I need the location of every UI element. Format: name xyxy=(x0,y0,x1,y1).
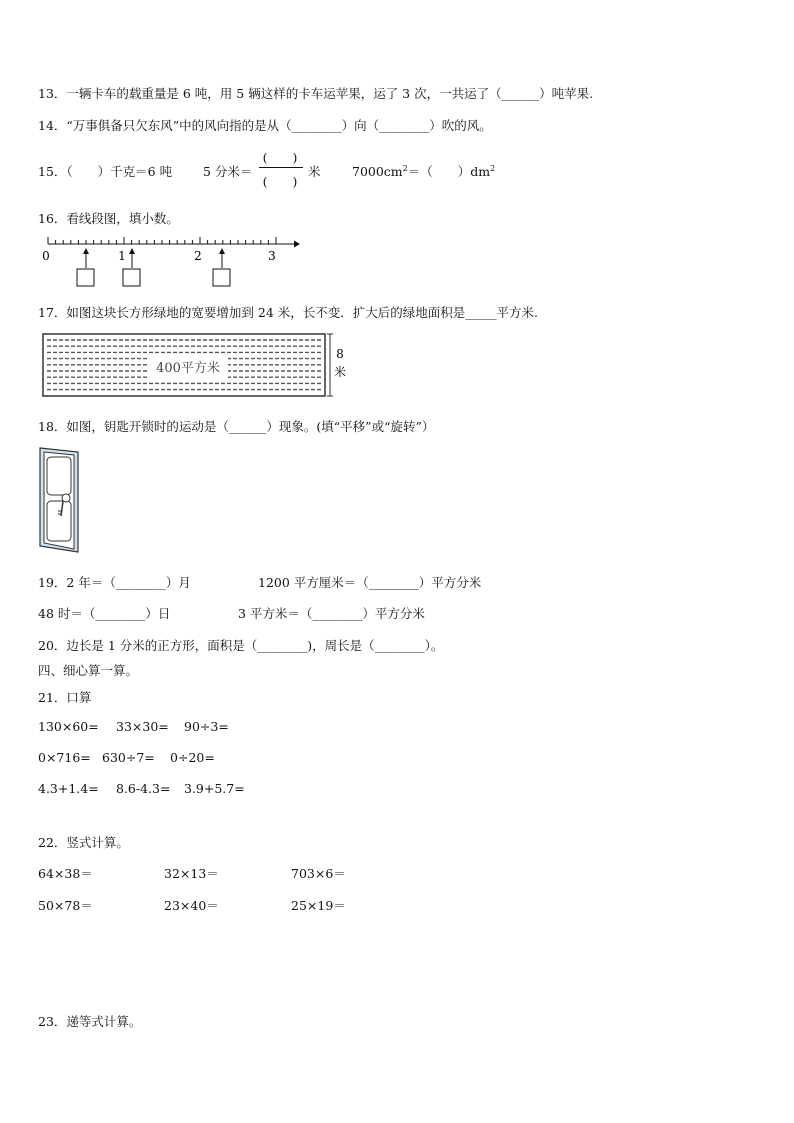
oral-calc-1-1: 130×60= xyxy=(38,719,99,734)
oral-calc-1-3: 90÷3= xyxy=(184,719,229,734)
question-17: 17．如图这块长方形绿地的宽要增加到 24 米，长不变．扩大后的绿地面积是_____平方米. xyxy=(38,305,538,320)
oral-calc-2-1: 0×716= xyxy=(38,750,91,765)
q15-part3-mid: ＝（ ）dm xyxy=(407,164,491,179)
arrow-box-1 xyxy=(77,248,94,286)
question-13: 13．一辆卡车的载重量是 6 吨，用 5 辆这样的卡车运苹果，运了 3 次，一共运了（______）吨苹果. xyxy=(38,86,594,101)
area-label: 400平方米 xyxy=(156,361,220,376)
vertical-calc-2-2: 23×40＝ xyxy=(164,898,219,913)
question-16: 16．看线段图，填小数。 xyxy=(38,211,179,226)
q15-sup1: 2 xyxy=(402,163,408,173)
question-19-c: 48 时＝（________）日 xyxy=(38,606,171,621)
question-19-a: 19．2 年＝（________）月 xyxy=(38,575,191,590)
fraction-numerator: ( ) xyxy=(262,150,298,165)
side-label-unit: 米 xyxy=(333,365,347,379)
number-line-label-3: 3 xyxy=(268,249,276,263)
q15-part3-pre: 7000cm xyxy=(352,164,403,179)
oral-calc-3-3: 3.9+5.7= xyxy=(184,781,245,796)
question-22-title: 22．竖式计算。 xyxy=(38,835,129,850)
question-18: 18．如图，钥匙开锁时的运动是（______）现象。(填“平移”或“旋转”） xyxy=(38,419,435,434)
number-line-label-1: 1 xyxy=(118,249,126,263)
vertical-calc-1-3: 703×6＝ xyxy=(291,866,346,881)
question-19-b: 1200 平方厘米＝（________）平方分米 xyxy=(258,575,482,590)
question-15-part2-post: 米 xyxy=(308,164,321,179)
oral-calc-2-2: 630÷7= xyxy=(102,750,155,765)
question-21-title: 21．口算 xyxy=(38,690,92,705)
side-label-value: 8 xyxy=(336,347,344,361)
question-23: 23．递等式计算。 xyxy=(38,1014,142,1029)
question-14: 14．“万事俱备只欠东风”中的风向指的是从（________）向（________）吹的风。 xyxy=(38,118,492,133)
number-line-label-0: 0 xyxy=(42,249,50,263)
q15-sup2: 2 xyxy=(490,163,496,173)
arrow-box-3 xyxy=(213,248,230,286)
number-line-label-2: 2 xyxy=(194,249,202,263)
answer-box[interactable] xyxy=(213,269,230,286)
door-key-figure xyxy=(38,446,84,554)
vertical-calc-2-1: 50×78＝ xyxy=(38,898,93,913)
vertical-calc-2-3: 25×19＝ xyxy=(291,898,346,913)
fraction-bar xyxy=(259,167,303,168)
answer-box[interactable] xyxy=(77,269,94,286)
oral-calc-2-3: 0÷20= xyxy=(170,750,215,765)
number-line-arrow xyxy=(294,241,300,248)
oral-calc-1-2: 33×30= xyxy=(116,719,169,734)
fraction xyxy=(257,148,303,190)
number-line-ticks xyxy=(48,237,276,244)
answer-box[interactable] xyxy=(123,269,140,286)
vertical-calc-1-2: 32×13＝ xyxy=(164,866,219,881)
oral-calc-3-2: 8.6-4.3= xyxy=(116,781,171,796)
question-19-d: 3 平方米＝（________）平方分米 xyxy=(238,606,425,621)
question-15-part3 xyxy=(352,162,495,180)
vertical-calc-1-1: 64×38＝ xyxy=(38,866,93,881)
fraction-denominator: ( ) xyxy=(262,174,298,189)
section-4-heading: 四、细心算一算。 xyxy=(38,663,139,678)
question-15-part2-pre: 5 分米＝ xyxy=(203,164,253,179)
number-line-figure xyxy=(40,232,300,292)
question-15-part1: 15．（ ）千克＝6 吨 xyxy=(38,164,173,179)
question-20: 20．边长是 1 分米的正方形，面积是（________)，周长是（________）。 xyxy=(38,638,444,653)
oral-calc-3-1: 4.3+1.4= xyxy=(38,781,99,796)
rectangle-field-figure xyxy=(42,330,352,400)
key-icon xyxy=(62,494,70,502)
